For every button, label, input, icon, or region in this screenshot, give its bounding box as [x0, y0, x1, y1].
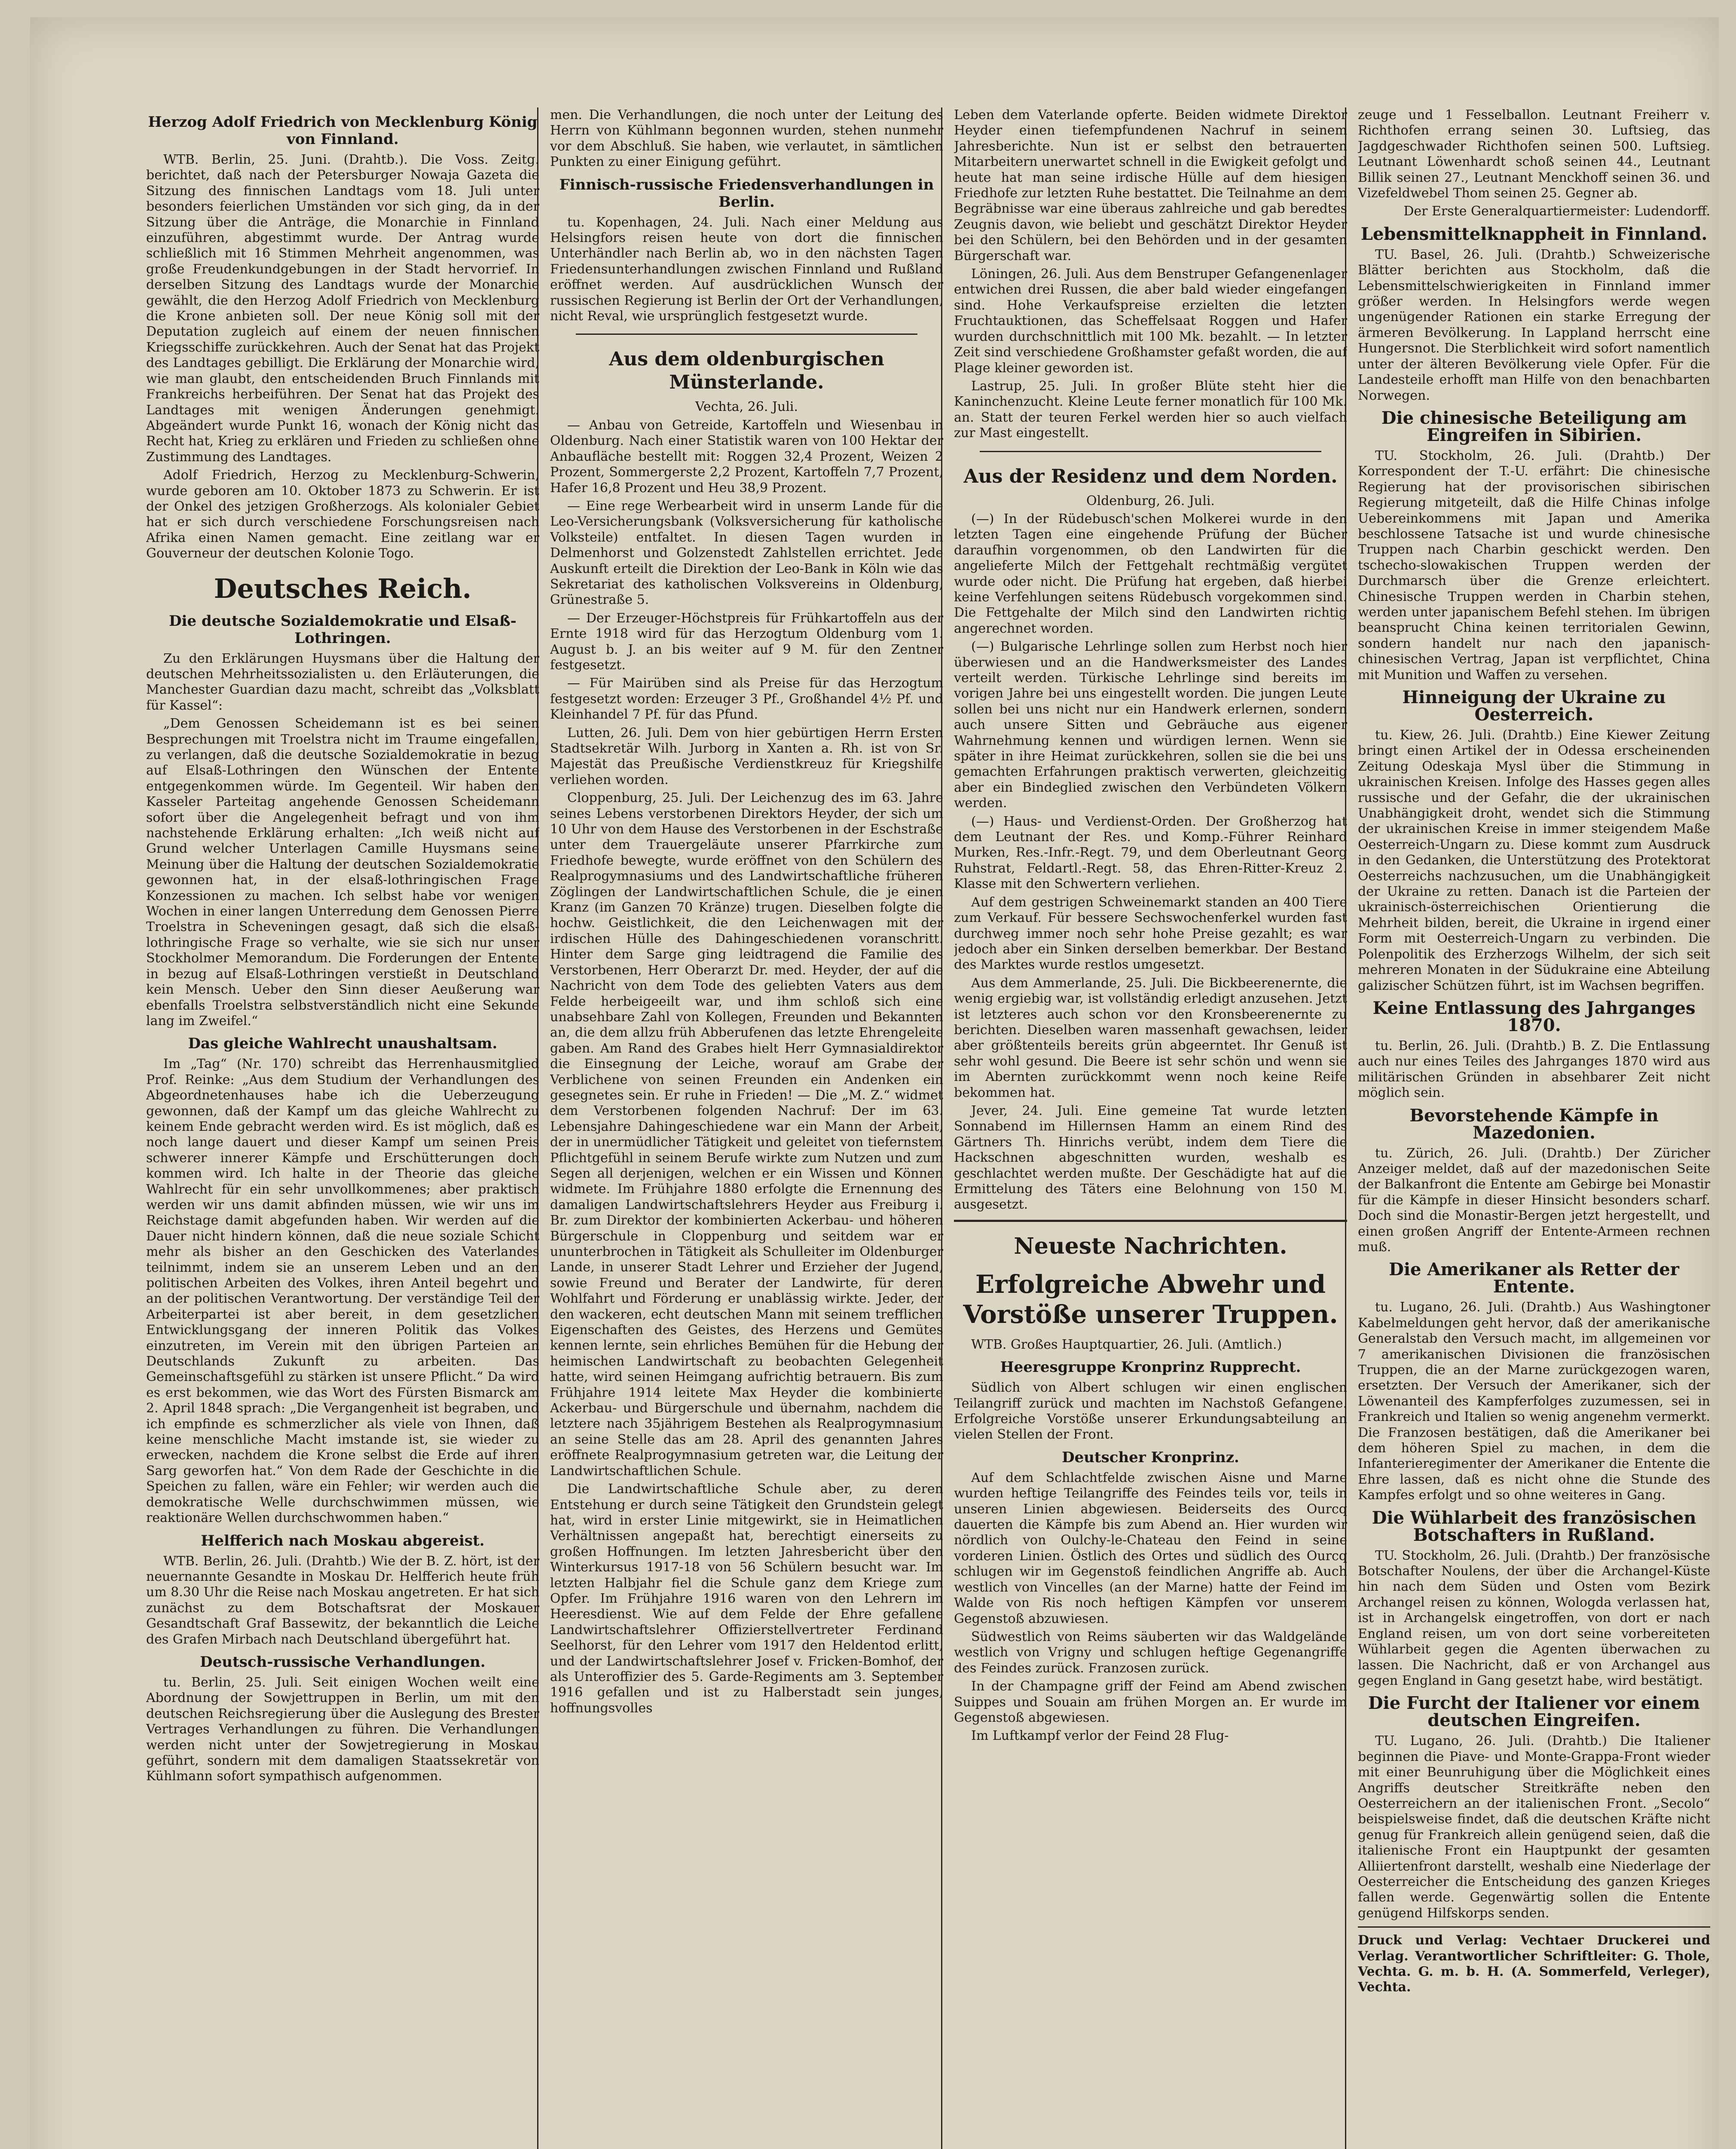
article-paragraph: Jever, 24. Juli. Eine gemeine Tat wurde letzten Sonnabend im Hillernsen Hamm an einem Rind des Gärtners Th. Hinrichs verübt, indem dem Tiere die Hackschnen abgeschnitten wurden, weshalb es geschlachtet werden mußte. Der Geschädigte hat auf die Ermittelung des Täters eine Belohnung von 150 M. ausgesetzt.	[954, 1103, 1347, 1212]
headline-mazedonien: Bevorstehende Kämpfe in Mazedonien.	[1409, 1105, 1659, 1143]
article-paragraph: tu. Kiew, 26. Juli. (Drahtb.) Eine Kiewer Zeitung bringt einen Artikel der in Odessa erscheinenden Zeitung Odeskaja Mysl über die Stimmung in ukrainischen Kreisen. Infolge des Hasses gegen alles russische und der Gefahr, die der ukrainischen Unabhängigkeit droht, wendet sich die Stimmung der ukrainischen Kreise in immer steigendem Maße Oesterreich-Ungarn zu. Diese kommt zum Ausdruck in den Gedanken, die Unterstützung des Protektorat Oesterreichs nachzusuchen, um die Unabhängigkeit der Ukraine zu retten. Danach ist die Parteien der ukrainisch-österreichischen Orientierung die Mehrheit bilden, bereit, die Ukraine in irgend einer Form mit Oesterreich-Ungarn zu verbinden. Die Polenpolitik des Erzherzogs Wilhelm, der sich seit mehreren Monaten in der Südukraine eine Abteilung galizischer Schützen führt, ist im Wachsen begriffen.	[1358, 728, 1710, 993]
headline-erfolgreiche-abwehr: Erfolgreiche Abwehr und Vorstöße unserer Truppen.	[963, 1269, 1338, 1329]
article-paragraph: In der Champagne griff der Feind am Abend zwischen Suippes und Souain am frühen Morgen an. Er wurde im Gegenstoß abgewiesen.	[954, 1679, 1347, 1725]
headline-china: Die chinesische Beteiligung am Eingreifen in Sibirien.	[1381, 407, 1687, 445]
article-paragraph: „Dem Genossen Scheidemann ist es bei seinen Besprechungen mit Troelstra nicht im Traume eingefallen, zu verlangen, daß die deutsche Sozialdemokratie in bezug auf Elsaß-Lothringen den Wünschen der Entente entgegenkommen würde. Im Gegenteil. Wir haben den Kasseler Parteitag angehende Genossen Scheidemann sofort über die Angelegenheit befragt und von ihm nachstehende Erklärung erhalten: „Ich weiß nicht auf Grund welcher Unterlagen Camille Huysmans seine Meinung über die Haltung der deutschen Sozialdemokratie gewonnen hat, in der elsaß-lothringischen Frage Konzessionen zu machen. Ich selbst habe vor wenigen Wochen in einer langen Unterredung dem Genossen Pierre Troelstra in Scheveningen gesagt, daß sich die elsaß-lothringische Frage so verhalte, wie sie sich nur unser Stockholmer Memorandum. Die Forderungen der Entente in bezug auf Elsaß-Lothringen verstießt in Deutschland kein Mensch. Ueber den Sinn dieser Aeußerung war ebenfalls Troelstra selbstverständlich nicht eine Sekunde lang im Zweifel.“	[146, 716, 539, 1029]
article-paragraph: tu. Zürich, 26. Juli. (Drahtb.) Der Züricher Anzeiger meldet, daß auf der mazedonischen Seite der Balkanfront die Entente am Gebirge bei Monastir für die Kämpfe in dieser Hinsicht besonders scharf. Doch sind die Monastir-Bergen jetzt hergestellt, und einen großen Angriff der Entente-Armeen rechnen muß.	[1358, 1145, 1710, 1255]
section-divider	[1358, 1926, 1710, 1928]
headline-italiener: Die Furcht der Italiener vor einem deutschen Eingreifen.	[1368, 1693, 1700, 1731]
article-paragraph: Südlich von Albert schlugen wir einen englischen Teilangriff zurück und machten im Nachstoß Gefangene. Erfolgreiche Vorstöße unserer Erkundungsabteilung an vielen Stellen der Front.	[954, 1380, 1347, 1442]
article-paragraph: Auf dem Schlachtfelde zwischen Aisne und Marne wurden heftige Teilangriffe des Feindes teils vor, teils in unseren Linien abgewiesen. Beiderseits des Ourcq dauerten die Kämpfe bis zum Abend an. Hier wurden wir nördlich von Oulchy-le-Chateau den Feind in seine vorderen Linien. Östlich des Ortes und südlich des Ourcq schlugen wir im Gegenstoß feindlichen Angriffe ab. Auch westlich von Vincelles (an der Marne) hatte der Feind im Walde von Ris noch heftigen Kämpfen vor unserem Gegenstoß abzuwiesen.	[954, 1470, 1347, 1626]
section-divider	[980, 451, 1321, 452]
dateline: Vechta, 26. Juli.	[695, 399, 798, 415]
article-paragraph: Im „Tag“ (Nr. 170) schreibt das Herrenhausmitglied Prof. Reinke: „Aus dem Studium der Verhandlungen des Abgeordnetenhauses habe ich die Ueberzeugung gewonnen, daß der Kampf um das gleiche Wahlrecht zu keinem Ende gebracht werden wird. Es ist möglich, daß es noch lange dauert und dieser Kampf um seinen Preis schwerer innerer Kämpfe und Erschütterungen doch kommen wird. Ich halte in der Theorie das gleiche Wahlrecht für ein sehr unvollkommenes; aber praktisch werden wir uns damit abfinden müssen, wie wir uns im Reichstage damit abgefunden haben. Wir werden auf die Dauer nicht hindern können, daß die neue soziale Schicht mehr als bisher an den Geschicken des Vaterlandes teilnimmt, indem sie an unserem Leben und an den politischen Arbeiten des Volkes, ihren Anteil begehrt und an der politischen Verantwortung. Der verständige Teil der Arbeiterpartei ist aber bereit, in dem gesetzlichen Entwicklungsgang der inneren Politik das Volkes einzutreten, im Verein mit den übrigen Parteien an Deutschlands Zukunft zu arbeiten. Das Gemeinschaftsgefühl zu stärken ist unsere Pflicht.“ Da wird es erst bekommen, wie das Wort des Fürsten Bismarck am 2. April 1848 sprach: „Die Vergangenheit ist begraben, und ich empfinde es schmerzlicher als viele von Ihnen, daß keine menschliche Macht imstande ist, sie wieder zu erwecken, nachdem die Krone selbst die Erde auf ihren Sarg geworfen hat.“ Von dem Rade der Geschichte in die Speichen zu fallen, wäre ein Fehler; wir werden auch die demokratische Welle durchschwimmen müssen, wie reaktionäre Wellen durchschwommen haben.“	[146, 1056, 539, 1526]
headline-herzog: Herzog Adolf Friedrich von Mecklenburg König von Finnland.	[148, 113, 538, 148]
article-paragraph: WTB. Großes Hauptquartier, 26. Juli. (Amtlich.)	[971, 1337, 1282, 1352]
article-paragraph: Lutten, 26. Juli. Dem von hier gebürtigen Herrn Ersten Stadtsekretär Wilh. Jurborg in Xanten a. Rh. ist von Sr. Majestät das Preußische Verdienstkreuz für Kriegshilfe verliehen worden.	[550, 725, 943, 787]
section-heading-reich: Deutsches Reich.	[214, 572, 472, 604]
article-paragraph: — Eine rege Werbearbeit wird in unserm Lande für die Leo-Versicherungsbank (Volksversicherung für katholische Volksteile) entfaltet. In diesen Tagen wurden in Delmenhorst und Golzenstedt Zahlstellen errichtet. Jede Auskunft erteilt die Direktion der Leo-Bank in Köln wie das Sekretariat des katholischen Volksvereins in Oldenburg, Grünestraße 5.	[550, 498, 943, 608]
headline-kronprinz: Deutscher Kronprinz.	[1062, 1448, 1239, 1466]
article-paragraph: Zu den Erklärungen Huysmans über die Haltung der deutschen Mehrheitssozialisten u. den Erläuterungen, die Manchester Guardian dazu macht, schreibt das „Volksblatt für Kassel“:	[146, 651, 539, 713]
article-paragraph: (—) Bulgarische Lehrlinge sollen zum Herbst noch hier überwiesen und an die Handwerksmeister des Landes verteilt werden. Türkische Lehrlinge sind bereits im vorigen Jahre bei uns eingestellt worden. Die jungen Leute sollen bei uns nicht nur ein Handwerk erlernen, sondern auch unsere Sitten und Gebräuche aus eigener Wahrnehmung kennen und würdigen lernen. Wenn sie später in ihre Heimat zurückkehren, sollen sie die bei uns gemachten Erfahrungen praktisch verwerten, gleichzeitig aber ein Bindeglied zwischen den Verbündeten Völkern werden.	[954, 639, 1347, 811]
headline-sozialdemokratie: Die deutsche Sozialdemokratie und Elsaß-Lothringen.	[169, 612, 517, 647]
dateline: Oldenburg, 26. Juli.	[1086, 493, 1215, 508]
article-paragraph: WTB. Berlin, 25. Juni. (Drahtb.). Die Voss. Zeitg. berichtet, daß nach der Petersburger Nowaja Gazeta die Sitzung des finnischen Landtags vom 18. Juli unter besonders feierlichen Umständen vor sich ging, da in der Sitzung über die Anträge, die Monarchie in Finnland einzuführen, abgestimmt wurde. Der Antrag wurde schließlich mit 16 Stimmen Mehrheit angenommen, was große Freudenkundgebungen in der Stadt hervorrief. In derselben Sitzung des Landtags wurde der Monarchie gewählt, die den Herzog Adolf Friedrich von Mecklenburg die Krone anbieten soll. Der neue König soll mit der Deputation zugleich auf einem der neuen finnischen Kriegsschiffe zurückkehren. Auch der Senat hat das Projekt des Landtages gebilligt. Die Erklärung der Monarchie wird, wie man glaubt, den entscheidenden Bruch Finnlands mit Frankreichs herbeiführen. Der Senat hat das Projekt des Landtages mit wenigen Änderungen genehmigt. Abgeändert wurde Punkt 16, wonach der König nicht das Recht hat, Krieg zu erklären und Frieden zu schließen ohne Zustimmung des Landtages.	[146, 152, 539, 465]
article-paragraph: — Anbau von Getreide, Kartoffeln und Wiesenbau in Oldenburg. Nach einer Statistik waren von 100 Hektar der Anbaufläche bestellt mit: Roggen 32,4 Prozent, Weizen 2 Prozent, Sommergerste 2,2 Prozent, Kartoffeln 7,7 Prozent, Hafer 16,8 Prozent und Heu 38,9 Prozent.	[550, 417, 943, 496]
headline-wuehlarbeit: Die Wühlarbeit des französischen Botschafters in Rußland.	[1372, 1507, 1696, 1545]
column-2	[550, 107, 943, 2149]
article-paragraph: Südwestlich von Reims säuberten wir das Waldgelände westlich von Vrigny und schlugen heftige Gegenangriffe des Feindes zurück. Franzosen zurück.	[954, 1629, 1347, 1676]
headline-lebensmittel: Lebensmittelknappheit in Finnland.	[1360, 223, 1708, 244]
article-paragraph: Cloppenburg, 25. Juli. Der Leichenzug des im 63. Jahre seines Lebens verstorbenen Direktors Heyder, der sich um 10 Uhr von dem Hause des Verstorbenen in der Eschstraße unter dem Trauergeläute unserer Pfarrkirche zum Friedhofe bewegte, wurde eröffnet von den Schülern des Realprogymnasiums und des Landwirtschaftliche früheren Zöglingen der Landwirtschaftlichen Schule, die je einen Kranz (im Ganzen 70 Kränze) trugen. Dieselben folgte die hochw. Geistlichkeit, die den Leichenwagen mit der irdischen Hülle des Dahingeschiedenen voranschritt. Hinter dem Sarge ging leidtragend die Familie des Verstorbenen, Herr Oberarzt Dr. med. Heyder, der auf die Nachricht von dem Tode des geliebten Vaters aus dem Felde herbeigeeilt war, und ihm schloß sich eine unabsehbare Zahl von Kollegen, Freunden und Bekannten an, die dem allzu früh Abberufenen das letzte Ehrengeleite gaben. Am Rand des Grabes hielt Herr Gymnasialdirektor die Einsegnung der Leiche, worauf am Grabe der Verblichene von seinen Freunden ein Andenken ein gesegnetes sein. Er ruhe in Frieden! — Die „M. Z.“ widmet dem Verstorbenen folgenden Nachruf: Der im 63. Lebensjahre Dahingeschiedene war ein Mann der Arbeit, der in unermüdlicher Tätigkeit und geleitet von tiefernstem Pflichtgefühl in seinem Berufe wirkte zum Nutzen und zum Segen all derjenigen, welchen er ein Wissen und Können widmete. Im Frühjahre 1880 erfolgte die Ernennung des damaligen Landwirtschaftslehrers Heyder aus Freiburg i. Br. zum Direktor der kombinierten Ackerbau- und höheren Bürgerschule in Cloppenburg und seitdem war er ununterbrochen in Tätigkeit als Schulleiter im Oldenburger Lande, in unserer Stadt Lehrer und Erzieher der Jugend, sowie Freund und Berater der Landwirte, für deren Wohlfahrt und Förderung er unablässig wirkte. Jeder, der den wackeren, echt deutschen Mann mit seinem trefflichen Eigenschaften des Geistes, des Herzens und Gemütes kennen lernte, sein ehrliches Bemühen für die Hebung der heimischen Landwirtschaft zu beobachten Gelegenheit hatte, wird seinen Heimgang aufrichtig betrauern. Bis zum Frühjahre 1914 leitete Max Heyder die kombinierte Ackerbau- und Bürgerschule und übernahm, nachdem die letztere nach 35jährigem Bestehen als Realprogymnasium an seine Stelle das am 28. April des genannten Jahres eröffnete Realprogymnasium getreten war, die Leitung der Landwirtschaftlichen Schule.	[550, 790, 943, 1479]
newspaper-page	[30, 17, 1719, 2149]
column-1	[146, 107, 539, 2149]
column-3	[954, 107, 1347, 2149]
article-paragraph: (—) In der Rüdebusch'schen Molkerei wurde in den letzten Tagen eine eingehende Prüfung der Bücher daraufhin vorgenommen, ob den Landwirten für die angelieferte Milch der Fettgehalt rechtmäßig vergütet wurde oder nicht. Die Prüfung hat ergeben, daß hierbei keine Verfehlungen seitens Rüdebusch vorgekommen sind. Die Fettgehalte der Milch sind den Landwirten richtig angerechnet worden.	[954, 511, 1347, 636]
article-paragraph: TU. Stockholm, 26. Juli. (Drahtb.) Der Korrespondent der T.-U. erfährt: Die chinesische Regierung hat der provisorischen sibirischen Regierung mitgeteilt, daß die Hilfe Chinas infolge Uebereinkommens mit Japan und Amerika beschlossene Tatsache ist und wurde chinesische Truppen nach Charbin geschickt werden. Den tschecho-slowakischen Truppen werden der Durchmarsch über die Grenze erleichtert. Chinesische Truppen werden in Charbin stehen, werden unter japanischem Befehl stehen. Im übrigen beansprucht China keinen territorialen Gewinn, sondern handelt nur nach den japanisch-chinesischen Vertrag, Japan ist verpflichtet, China mit Munition und Waffen zu versehen.	[1358, 448, 1710, 683]
article-paragraph: TU. Basel, 26. Juli. (Drahtb.) Schweizerische Blätter berichten aus Stockholm, daß die Lebensmittelschwierigkeiten in Finnland immer größer werden. In Helsingfors werde wegen ungenügender Rationen ein starke Erregung der ärmeren Bevölkerung. In Lappland herrscht eine Hungersnot. Die Sterblichkeit wird sofort namentlich unter der älteren Bevölkerung viele Opfer. Für die Landesteile erhofft man Hilfe von den benachbarten Norwegen.	[1358, 247, 1710, 403]
headline-amerikaner: Die Amerikaner als Retter der Entente.	[1389, 1259, 1679, 1297]
signature-ludendorff: Der Erste Generalquartiermeister: Ludendorff.	[1403, 204, 1710, 219]
headline-ukraine: Hinneigung der Ukraine zu Oesterreich.	[1402, 687, 1666, 725]
article-paragraph: Die Landwirtschaftliche Schule aber, zu deren Entstehung er durch seine Tätigkeit den Grundstein gelegt hat, wird in erster Linie mitgewirkt, sie in Heimatlichen Verhältnissen angepaßt hat, berechtigt einerseits zu großen Hoffnungen. Im letzten Jahresbericht über den Winterkursus 1917-18 von 56 Schülern besucht war. Im letzten Halbjahr fiel die Schule ganz dem Kriege zum Opfer. Im Frühjahre 1916 waren von den Lehrern im Heeresdienst. Wie auf dem Felde der Ehre gefallene Landwirtschaftslehrer Offizierstellvertreter Ferdinand Seelhorst, für den Lehrer vom 1917 den Heldentod erlitt, und der Landwirtschaftslehrer Josef v. Fricken-Bomhof, der als Unteroffizier des 5. Garde-Regiments am 3. September 1916 gefallen und ist zu Halberstadt sein junges, hoffnungsvolles	[550, 1482, 943, 1716]
article-paragraph: Löningen, 26. Juli. Aus dem Benstruper Gefangenenlager entwichen drei Russen, die aber bald wieder eingefangen sind. Hohe Verkaufspreise erzielten die letzten Fruchtauktionen, das Scheffelsaat Roggen und Hafer wurden durchschnittlich mit 100 Mk. bezahlt. — In letzter Zeit sind verschiedene Großhamster gefaßt worden, die auf Plage kleiner geworden ist.	[954, 266, 1347, 376]
article-paragraph: — Für Mairüben sind als Preise für das Herzogtum festgesetzt worden: Erzeuger 3 Pf., Großhandel 4½ Pf. und Kleinhandel 7 Pf. für das Pfund.	[550, 676, 943, 722]
article-paragraph: men. Die Verhandlungen, die noch unter der Leitung des Herrn von Kühlmann begonnen wurden, stehen nunmehr vor dem Abschluß. Sie haben, wie verlautet, in sämtlichen Punkten zu einer Einigung geführt.	[550, 107, 943, 170]
article-paragraph: Adolf Friedrich, Herzog zu Mecklenburg-Schwerin, wurde geboren am 10. Oktober 1873 zu Schwerin. Er ist der Onkel des jetzigen Großherzogs. Als kolonialer Gebiet hat er sich durch verschiedene Forschungsreisen nach Afrika einen Namen gemacht. Eine zeitlang war er Gouverneur der deutschen Kolonie Togo.	[146, 468, 539, 561]
article-paragraph: Leben dem Vaterlande opferte. Beiden widmete Direktor Heyder einen tiefempfundenen Nachruf in seinem Jahresberichte. Nun ist er selbst den betrauerten Mitarbeitern unerwartet schnell in die Ewigkeit gefolgt und heute hat man seine irdische Hülle auf dem hiesigen Friedhofe zur letzten Ruhe bestattet. Die Teilnahme an dem Begräbnisse war eine überaus zahlreiche und gab beredtes Zeugnis davon, wie beliebt und geschätzt Direktor Heyder bei den Schülern, bei den Behörden und in der gesamten Bürgerschaft war.	[954, 107, 1347, 263]
article-paragraph: tu. Kopenhagen, 24. Juli. Nach einer Meldung aus Helsingfors reisen heute von dort die finnischen Unterhändler nach Berlin ab, wo in den nächsten Tagen Friedensunterhandlungen zwischen Finnland und Rußland eröffnet werden. Auf ausdrücklichen Wunsch der russischen Regierung ist Berlin der Ort der Verhandlungen, nicht Reval, wie ursprünglich festgesetzt wurde.	[550, 214, 943, 324]
article-paragraph: tu. Berlin, 25. Juli. Seit einigen Wochen weilt eine Abordnung der Sowjettruppen in Berlin, um mit den deutschen Reichsregierung über die Auslegung des Brester Vertrages Verhandlungen zu führen. Die Verhandlungen werden nicht unter der Sowjetregierung in Moskau geführt, sondern mit dem damaligen Staatssekretär von Kühlmann sofort sympathisch aufgenommen.	[146, 1675, 539, 1784]
article-paragraph: TU. Stockholm, 26. Juli. (Drahtb.) Der französische Botschafter Noulens, der über die Archangel-Küste hin nach dem Süden und Osten vom Bezirk Archangel reisen zu können, Wologda verlassen hat, ist in Archangelsk eingetroffen, von dort er nach England reisen, um von dort seine vorbereiteten Wühlarbeit gegen die Agenten überwachen zu lassen. Die Nachricht, daß er von Archangel aus gegen England in Gang gesetzt habe, wird bestätigt.	[1358, 1548, 1710, 1688]
article-paragraph: (—) Haus- und Verdienst-Orden. Der Großherzog hat dem Leutnant der Res. und Komp.-Führer Reinhard Murken, Res.-Infr.-Regt. 79, und dem Oberleutnant Georg Ruhstrat, Feldartl.-Regt. 58, das Ehren-Ritter-Kreuz 2. Klasse mit den Schwertern verliehen.	[954, 814, 1347, 892]
headline-wahlrecht: Das gleiche Wahlrecht unaushaltsam.	[188, 1035, 498, 1053]
article-paragraph: Im Luftkampf verlor der Feind 28 Flug-	[971, 1728, 1229, 1744]
section-heading-oldenburg: Aus dem oldenburgischen Münsterlande.	[609, 348, 884, 394]
imprint: Druck und Verlag: Vechtaer Druckerei und Verlag. Verantwortlicher Schriftleiter: G. Thole, Vechta. G. m. b. H. (A. Sommerfeld, Verleger), Vechta.	[1358, 1933, 1710, 1995]
article-paragraph: tu. Lugano, 26. Juli. (Drahtb.) Aus Washingtoner Kabelmeldungen geht hervor, daß der amerikanische Generalstab den Versuch macht, im allgemeinen vor 7 amerikanischen Divisionen die französischen Truppen, die an der Marne zurückgezogen waren, ersetzten. Der Versuch der Amerikaner, sich der Löwenanteil des Kampferfolges zuzumessen, sei in Frankreich und Italien so wenig angenehm vermerkt. Die Franzosen bestätigen, daß die Amerikaner bei dem höheren Spiel zu machen, in dem die Infanterieregimenter der Amerikaner die Entente die Ehre lassen, daß es nicht ohne die Stunde des Kampfes erfolgt und so ohne weiteres in Gang.	[1358, 1300, 1710, 1503]
article-paragraph: TU. Lugano, 26. Juli. (Drahtb.) Die Italiener beginnen die Piave- und Monte-Grappa-Front wieder mit einer Beunruhigung über die Möglichkeit eines Angriffs deutscher Streitkräfte neben den Oesterreichern an der italienischen Front. „Secolo“ beispielsweise findet, daß die deutschen Kräfte nicht genug für Frankreich allein genügend seien, daß die italienische Front ein Hauptpunkt der gesamten Alliiertenfront darstellt, weshalb eine Niederlage der Oesterreicher die Entscheidung des ganzen Krieges fallen werde. Gegenwärtig sollen die Entente genügend Hilfskorps senden.	[1358, 1733, 1710, 1921]
section-divider	[576, 334, 917, 335]
article-paragraph: WTB. Berlin, 26. Juli. (Drahtb.) Wie der B. Z. hört, ist der neuernannte Gesandte in Moskau Dr. Helfferich heute früh um 8.30 Uhr die Reise nach Moskau angetreten. Er hat sich zunächst zu dem Botschaftsrat der Moskauer Gesandtschaft Graf Bassewitz, der bekanntlich die Leiche des Grafen Mirbach nach Deutschland übergeführt hat.	[146, 1553, 539, 1647]
article-paragraph: Auf dem gestrigen Schweinemarkt standen an 400 Tiere zum Verkauf. Für bessere Sechswochenferkel wurden fast durchweg immer noch sehr hohe Preise gezahlt; es war jedoch aber ein Sinken derselben bemerkbar. Der Bestand des Marktes wurde restlos umgesetzt.	[954, 894, 1347, 973]
article-paragraph: Lastrup, 25. Juli. In großer Blüte steht hier die Kaninchenzucht. Kleine Leute ferner monatlich für 100 Mk. an. Statt der teuren Ferkel werden hier so auch vielfach zur Mast eingestellt.	[954, 378, 1347, 441]
section-heading-residenz: Aus der Residenz und dem Norden.	[963, 465, 1338, 487]
headline-deutsch-russisch: Deutsch-russische Verhandlungen.	[200, 1653, 486, 1671]
column-4	[1358, 107, 1710, 2149]
headline-jahrgang-1870: Keine Entlassung des Jahrganges 1870.	[1372, 998, 1696, 1035]
section-divider	[954, 1220, 1347, 1222]
article-paragraph: tu. Berlin, 26. Juli. (Drahtb.) B. Z. Die Entlassung auch nur eines Teiles des Jahrganges 1870 wird aus militärischen Gründen in absehbarer Zeit nicht möglich sein.	[1358, 1038, 1710, 1101]
section-heading-neueste: Neueste Nachrichten.	[1014, 1233, 1287, 1259]
article-paragraph: — Der Erzeuger-Höchstpreis für Frühkartoffeln aus der Ernte 1918 wird für das Herzogtum Oldenburg vom 1. August b. J. an bis weiter auf 9 M. für den Zentner festgesetzt.	[550, 610, 943, 673]
article-paragraph: zeuge und 1 Fesselballon. Leutnant Freiherr v. Richthofen errang seinen 30. Luftsieg, das Jagdgeschwader Richthofen seinen 500. Luftsieg. Leutnant Löwenhardt schoß seinen 44., Leutnant Billik seinen 27., Leutnant Menckhoff seinen 36. und Vizefeldwebel Thom seinen 25. Gegner ab.	[1358, 107, 1710, 201]
article-paragraph: Aus dem Ammerlande, 25. Juli. Die Bickbeerenernte, die wenig ergiebig war, ist vollständig erledigt anzusehen. Jetzt ist letzteres auch schon vor den Kronsbeerenernte zu berichten. Dieselben waren massenhaft gewachsen, leider aber größtenteils bereits grün abgeerntet. Ihr Genuß ist sehr wohl gesund. Die Beere ist sehr schön und wenn sie im Abernten zurückkommt wenn noch keine Reife bekommen hat.	[954, 975, 1347, 1100]
headline-finnisch-russisch: Finnisch-russische Friedensverhandlungen in Berlin.	[559, 176, 934, 211]
headline-helfferich: Helfferich nach Moskau abgereist.	[201, 1532, 485, 1549]
headline-heeresgruppe: Heeresgruppe Kronprinz Rupprecht.	[1000, 1359, 1301, 1376]
